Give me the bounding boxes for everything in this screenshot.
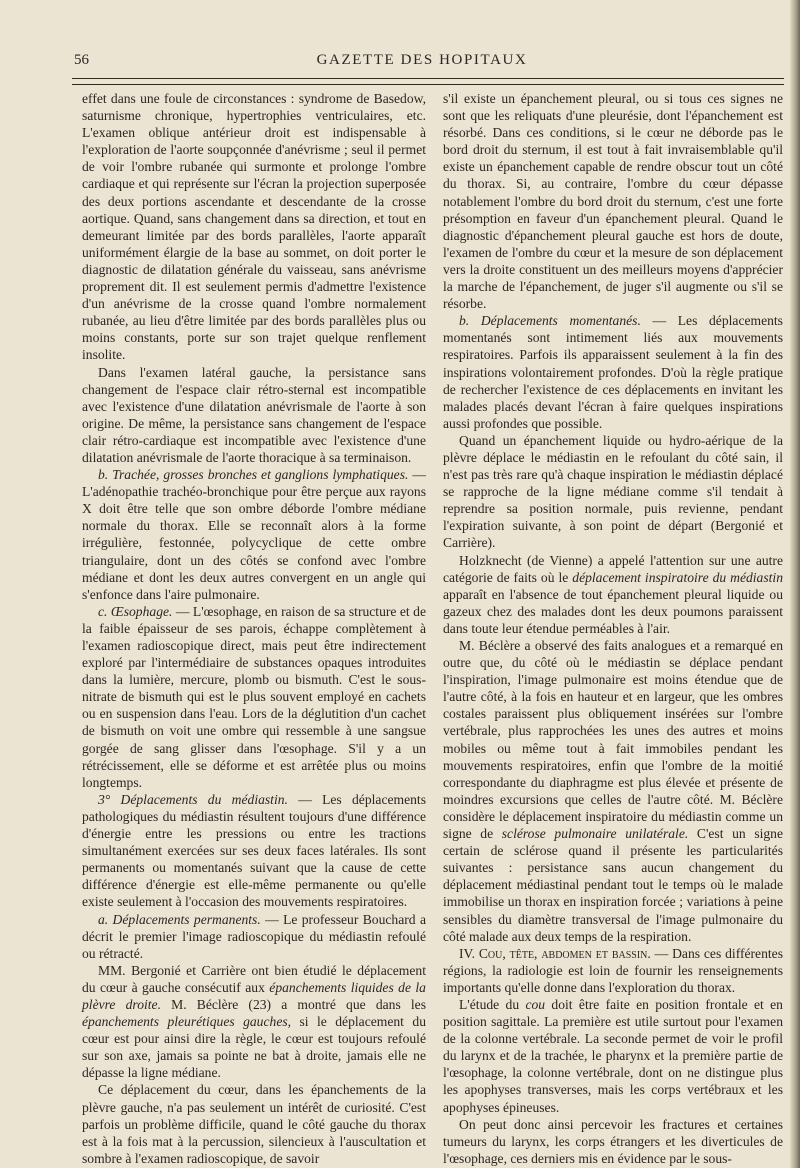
italic-phrase: cou xyxy=(525,996,546,1012)
paragraph-text: apparaît en l'absence de tout épanchement pleural liquide ou gazeux chez des malades dont les deux poumons paraissent dans toute leur étendue perméables à l'air. xyxy=(443,586,783,636)
paragraph-text: Holzknecht (de Vienne) a appelé l'attention sur une autre catégorie de faits où le xyxy=(443,552,783,585)
paragraph xyxy=(443,945,783,996)
paragraph xyxy=(443,637,783,945)
paragraph: On peut donc ainsi percevoir les fractures et certaines tumeurs du larynx, les corps étrangers et les diverticules de l'œsophage, ces derniers mis en évidence par le sous- xyxy=(443,1116,783,1166)
paragraph xyxy=(82,466,426,603)
paragraph-text: — Le professeur Bouchard a décrit le premier l'image radioscopique du médiastin refoulé ou rétracté. xyxy=(82,911,426,961)
paragraph-text: — L'œsophage, en raison de sa structure et de la faible épaisseur de ses parois, échappe complètement à l'examen radioscopique direct, mais peut être indirectement exploré par l'intermédiaire de substances opaques introduites dans la lumière, mercure, plomb ou bismuth. C'est le sous-nitrate de bismuth qui est le plus souvent employé en cachets ou en suspension dans l'eau. Lors de la déglutition d'un cachet de bismuth on voit une ombre qui ressemble à une sangsue gorgée de sang glisser dans l'œsophage. S'il y a un rétrécissement, elle se déforme et est arrêtée plus ou moins longtemps. xyxy=(82,603,426,790)
section-heading: b. Déplacements momentanés. xyxy=(459,313,641,329)
paragraph xyxy=(82,603,426,791)
paragraph-text: C'est un signe certain de sclérose quand il présente les particularités suivantes : persistance sans aucun changement du déplacement médiastinal pendant tout le temps où le malade immobilise un thorax en inspiration forcée ; variations à peine sensibles du diamètre transversal de l'image pulmonaire du côté malade aux deux temps de la respiration. xyxy=(443,826,784,944)
page-number: 56 xyxy=(74,52,89,68)
left-column xyxy=(82,90,426,1167)
header-rule xyxy=(72,78,784,85)
page-header xyxy=(62,44,782,72)
paragraph-text: L'étude du xyxy=(459,996,526,1012)
section-heading: c. Œsophage. xyxy=(98,603,173,619)
section-heading: b. Trachée, grosses bronches et ganglions lymphatiques. xyxy=(98,467,409,483)
paragraph xyxy=(443,552,783,637)
paragraph-text: — Dans ces différentes régions, la radiologie est loin de fournir les renseignements importants qu'elle donne dans l'exploration du thorax. xyxy=(443,945,783,995)
section-heading: IV. Cou, tête, abdomen et bassin. xyxy=(459,945,651,961)
journal-title: GAZETTE DES HOPITAUX xyxy=(316,52,528,68)
paragraph: s'il existe un épanchement pleural, ou si tous ces signes ne sont que les reliquats d'une pleurésie, dont l'épanchement est résorbé. Dans ces conditions, si le cœur ne déborde pas le bord droit du sternum, il est tout à fait invraisemblable qu'il existe un épanchement capable de rendre obscur tout un côté du thorax. Si, au contraire, l'ombre du cœur dépasse notablement l'ombre du bord droit du sternum, c'est une forte présomption en faveur d'un épanchement pleural. Quand le diagnostic d'épanchement pleural gauche est hors de doute, l'examen de l'ombre du cœur et la mesure de son déplacement vers la droite constituent un des meilleurs moyens d'apprécier la marche de l'épanchement, de juger s'il augmente ou s'il se résorbe. xyxy=(443,91,783,312)
paragraph: Dans l'examen latéral gauche, la persistance sans changement de l'espace clair rétro-sternal est incompatible avec l'existence d'une dilatation anévrismale de l'aorte à son origine. De même, la persistance sans changement de l'espace clair rétro-cardiaque est incompatible avec l'existence d'une dilatation anévrismale de l'aorte thoracique à sa terminaison. xyxy=(82,364,426,465)
paragraph xyxy=(443,996,783,1116)
paragraph xyxy=(82,791,426,911)
paragraph-text: MM. Bergonié et Carrière ont bien étudié le déplacement du cœur à gauche consécutif aux xyxy=(82,962,426,995)
paragraph-text: — Les déplacements momentanés sont intimement liés aux mouvements respiratoires. Parfois ils apparaissent seulement à la fin des inspirations volontairement profondes. D'où la règle pratique de rechercher l'existence de ces déplacements en invitant les malades placés devant l'écran à faire quelques inspirations aussi profondes que possible. xyxy=(443,313,783,431)
paragraph-text: — Les déplacements pathologiques du médiastin résultent toujours d'une différence d'énergie entre les pressions ou entre les tractions simultanément exercées sur ses deux faces latérales. Ils sont permanents ou momentanés suivant que la cause de cette différence d'énergie est elle-même permanente ou qu'elle existe seulement à l'occasion des mouvements respiratoires. xyxy=(82,791,426,910)
paragraph: Quand un épanchement liquide ou hydro-aérique de la plèvre déplace le médiastin en le refoulant du côté sain, il n'est pas très rare qu'à chaque inspiration le médiastin déplacé se rapproche de la ligne médiane comme s'il tendait à reprendre sa position normale, puis revienne, pendant l'expiration suivante, à son point de départ (Bergonié et Carrière). xyxy=(443,432,783,551)
italic-phrase: sclérose pulmonaire unilatérale. xyxy=(501,826,689,842)
italic-phrase: épanchements liquides de la plèvre droite. xyxy=(82,979,426,1012)
italic-phrase: épanchements pleurétiques gauches, xyxy=(82,1014,292,1030)
paragraph xyxy=(82,962,426,1082)
section-heading: a. Déplacements permanents. xyxy=(98,911,261,927)
italic-phrase: déplacement inspiratoire du médiastin xyxy=(572,569,783,585)
right-column xyxy=(443,90,783,1167)
paragraph-text: M. Béclère (23) a montré que dans les xyxy=(160,996,426,1012)
paragraph xyxy=(82,911,426,962)
paragraph-text: M. Béclère a observé des faits analogues et a remarqué en outre que, du côté où le médiastin se déplace pendant l'inspiration, l'image pulmonaire est moins étendue que de l'autre côté, à la fois en hauteur et en largeur, que les ombres costales paraissent plus obliquement insérées sur l'ombre vertébrale, plus rapprochées les unes des autres et moins mobiles ou même tout à fait immobiles pendant les mouvements respiratoires, enfin que l'ombre de la moitié correspondante du diaphragme est plus élevée et présente de moindres excursions que celles de l'autre côté. M. Béclère considère le déplacement inspiratoire du médiastin comme un signe de xyxy=(443,638,783,842)
page-edge-shadow xyxy=(790,0,800,1168)
paragraph: Ce déplacement du cœur, dans les épanchements de la plèvre gauche, n'a pas seulement un intérêt de curiosité. C'est parfois un problème difficile, quand le côté gauche du thorax est à la fois mat à la percussion, silencieux à l'auscultation et sombre à l'examen radioscopique, de savoir xyxy=(82,1082,426,1166)
paragraph-text: — L'adénopathie trachéo-bronchique pour être perçue aux rayons X doit être telle que son ombre déborde l'ombre médiane normale du thorax. Elle se reconnaît alors à la forme irrégulière, festonnée, polycyclique de cette ombre triangulaire, dont un des côtés se confond avec l'ombre médiane et dont les deux autres convergent en un angle qui s'enfonce dans l'aire pulmonaire. xyxy=(82,467,426,602)
paragraph-text: si le déplacement du cœur est pour ainsi dire la règle, le cœur est toujours refoulé sur son axe, jamais sa pointe ne bat à droite, jamais elle ne dépasse la ligne médiane. xyxy=(82,1014,426,1081)
paragraph: effet dans une foule de circonstances : syndrome de Basedow, saturnisme chronique, hypertrophies ventriculaires, etc. L'examen oblique antérieur droit est indispensable à l'exploration de l'aorte soupçonnée d'anévrisme ; seul il permet de voir l'ombre rubanée qui surmonte et prolonge l'ombre cardiaque et qui représente sur l'écran la projection superposée des deux portions ascendante et descendante de la crosse aortique. Quand, sans changement dans sa direction, et tout en demeurant limitée par des bords parallèles, l'aorte apparaît uniformément élargie de la base au sommet, on doit porter le diagnostic de dilatation générale du vaisseau, sans anévrisme proprement dit. Il est seulement permis d'admettre l'existence d'un anévrisme de la crosse quand l'ombre normalement rubanée, au lieu d'être limitée par des bords parallèles plus ou moins constants, porte sur son trajet quelque renflement insolite. xyxy=(82,91,426,363)
paragraph xyxy=(443,312,783,432)
paragraph-text: doit être faite en position frontale et en position sagittale. La première est utile surtout pour l'examen de la colonne vertébrale. La seconde permet de voir le profil du larynx et de la trachée, le pharynx et la première partie de l'œsophage, la colonne vertébrale, dont on ne distingue plus les apophyses transverses, mais les corps vertébraux et les apophyses épineuses. xyxy=(443,996,783,1115)
section-heading: 3° Déplacements du médiastin. xyxy=(98,791,288,807)
